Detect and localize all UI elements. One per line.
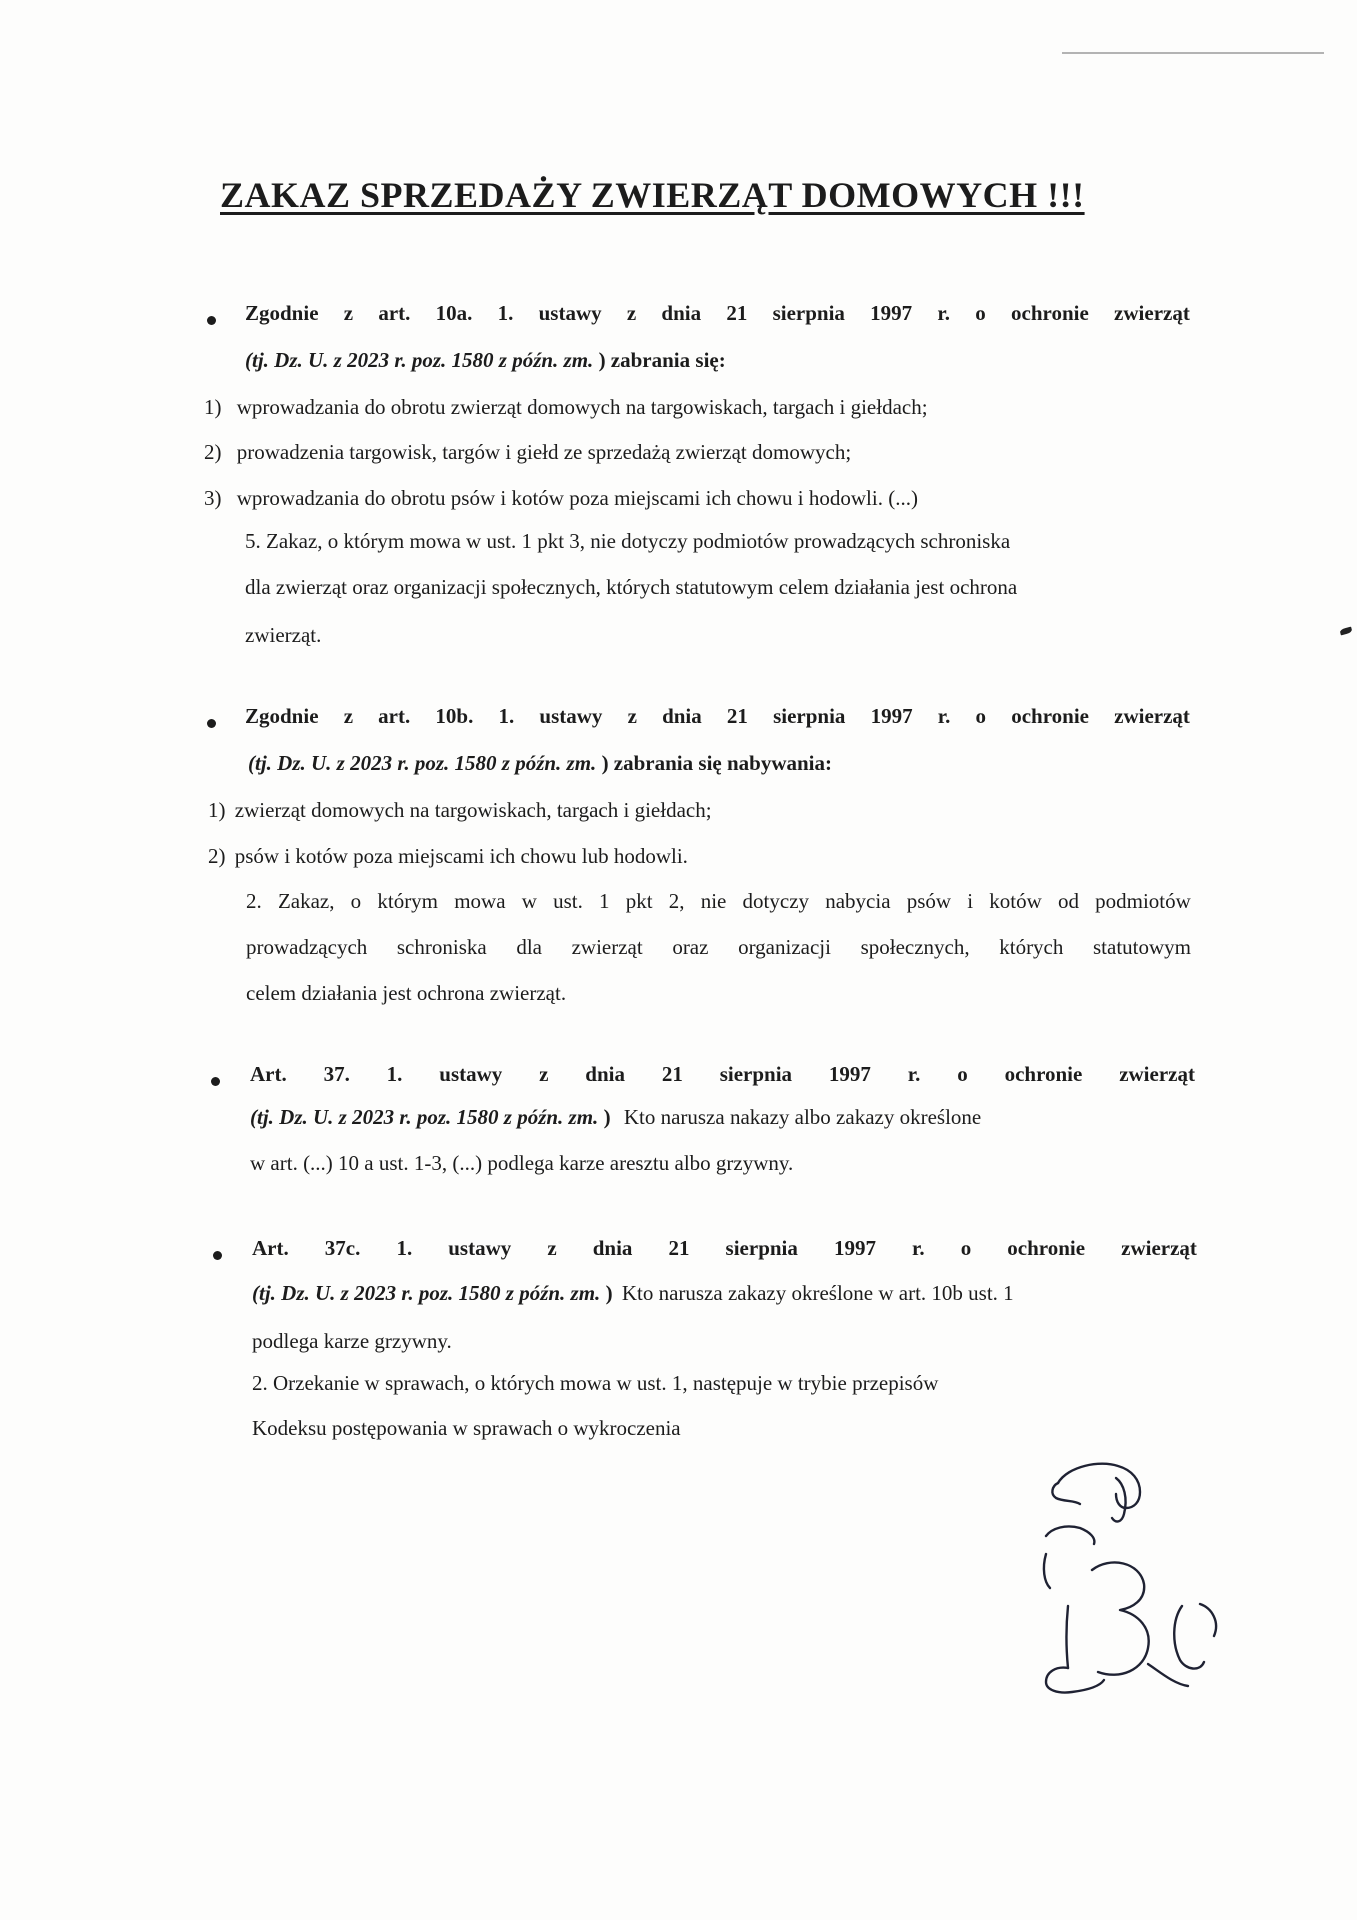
word: dnia bbox=[592, 1236, 633, 1260]
word: z bbox=[343, 301, 354, 325]
note-line: celem działania jest ochrona zwierząt. bbox=[246, 981, 567, 1005]
word: podmiotów bbox=[1095, 889, 1191, 913]
body-line: w art. (...) 10 a ust. 1-3, (...) podlega karze aresztu albo grzywny. bbox=[250, 1151, 794, 1175]
word: sierpnia bbox=[725, 1236, 798, 1260]
word: o bbox=[350, 889, 362, 913]
word: 21 bbox=[726, 301, 748, 325]
note-line: dla zwierząt oraz organizacji społecznych, których statutowym celem działania jest ochrona bbox=[245, 575, 1018, 599]
citation: (tj. Dz. U. z 2023 r. poz. 1580 z późn. zm. bbox=[252, 1281, 601, 1305]
word: 1997 bbox=[870, 301, 913, 325]
list-text: wprowadzania do obrotu psów i kotów poza miejscami ich chowu i hodowli. (...) bbox=[236, 486, 918, 510]
section-1-citation-line bbox=[245, 350, 726, 371]
list-number: 2) bbox=[208, 844, 226, 868]
citation: (tj. Dz. U. z 2023 r. poz. 1580 z późn. zm. bbox=[250, 1105, 599, 1129]
word: 10a. bbox=[435, 301, 473, 325]
word: od bbox=[1057, 889, 1079, 913]
word: w bbox=[521, 889, 537, 913]
word: społecznych, bbox=[860, 935, 970, 959]
word: ustawy bbox=[439, 1062, 503, 1086]
list-text: zwierząt domowych na targowiskach, targach i giełdach; bbox=[234, 798, 712, 822]
word: 37c. bbox=[324, 1236, 361, 1260]
word: o bbox=[975, 704, 987, 728]
word: ustawy bbox=[539, 704, 603, 728]
citation-text: Kto narusza zakazy określone w art. 10b ust. 1 bbox=[621, 1281, 1014, 1305]
word: psów bbox=[906, 889, 952, 913]
section-4-lead bbox=[252, 1236, 1197, 1261]
scan-artifact-mark bbox=[1339, 627, 1352, 636]
word: zwierząt bbox=[1114, 704, 1190, 728]
list-text: wprowadzania do obrotu zwierząt domowych na targowiskach, targach i giełdach; bbox=[236, 395, 928, 419]
word: ustawy bbox=[538, 301, 602, 325]
word: r. bbox=[907, 1062, 921, 1086]
word: zwierząt bbox=[1114, 301, 1190, 325]
citation: (tj. Dz. U. z 2023 r. poz. 1580 z późn. zm. bbox=[245, 348, 594, 372]
word: z bbox=[627, 704, 637, 728]
word: 1997 bbox=[833, 1236, 876, 1260]
word: ochronie bbox=[1011, 301, 1089, 325]
section-4-citation-line bbox=[252, 1283, 1014, 1304]
citation-tail: ) bbox=[605, 1281, 613, 1305]
word: nie bbox=[700, 889, 727, 913]
section-3-citation-line bbox=[250, 1107, 981, 1128]
word: 1. bbox=[498, 704, 515, 728]
word: oraz bbox=[672, 935, 709, 959]
bullet bbox=[211, 1077, 220, 1086]
word: 10b. bbox=[435, 704, 474, 728]
bullet bbox=[207, 316, 216, 325]
note-line: 5. Zakaz, o którym mowa w ust. 1 pkt 3, nie dotyczy podmiotów prowadzących schroniska bbox=[245, 529, 1011, 553]
body-line: podlega karze grzywny. bbox=[252, 1329, 452, 1353]
word: statutowym bbox=[1093, 935, 1191, 959]
word: 2. bbox=[246, 889, 262, 913]
word: zwierząt bbox=[571, 935, 643, 959]
list-number: 3) bbox=[204, 486, 222, 510]
list-text: psów i kotów poza miejscami ich chowu lub hodowli. bbox=[234, 844, 688, 868]
note-line: zwierząt. bbox=[245, 623, 322, 647]
word: 1997 bbox=[870, 704, 913, 728]
word: dnia bbox=[661, 301, 702, 325]
list-text: prowadzenia targowisk, targów i giełd ze sprzedażą zwierząt domowych; bbox=[236, 440, 852, 464]
word: nabycia bbox=[825, 889, 891, 913]
word: Zakaz, bbox=[277, 889, 335, 913]
bullet bbox=[213, 1251, 222, 1260]
word: dnia bbox=[662, 704, 702, 728]
note-line bbox=[246, 889, 1191, 914]
word: z bbox=[343, 704, 354, 728]
word: 1 bbox=[599, 889, 610, 913]
list-number: 1) bbox=[208, 798, 226, 822]
word: prowadzących bbox=[246, 935, 368, 959]
section-2-citation-line bbox=[248, 753, 832, 774]
word: Zgodnie bbox=[245, 704, 319, 728]
word: o bbox=[975, 301, 986, 325]
list-number: 1) bbox=[204, 395, 222, 419]
word: Zgodnie bbox=[245, 301, 319, 325]
scan-artifact-line bbox=[1062, 52, 1324, 54]
word: art. bbox=[378, 301, 411, 325]
word: z bbox=[547, 1236, 557, 1260]
list-item bbox=[204, 488, 918, 509]
body-line: Kodeksu postępowania w sprawach o wykroczenia bbox=[252, 1416, 681, 1440]
note-line bbox=[246, 935, 1191, 960]
word: i bbox=[967, 889, 974, 913]
word: 1. bbox=[396, 1236, 413, 1260]
word: z bbox=[539, 1062, 549, 1086]
word: dla bbox=[516, 935, 542, 959]
list-item bbox=[204, 397, 928, 418]
word: z bbox=[626, 301, 637, 325]
word: Art. bbox=[252, 1236, 289, 1260]
word: mowa bbox=[454, 889, 506, 913]
word: 21 bbox=[668, 1236, 690, 1260]
word: 2, bbox=[668, 889, 685, 913]
word: 1. bbox=[497, 301, 514, 325]
section-3-lead bbox=[250, 1062, 1195, 1087]
section-1-lead bbox=[245, 301, 1190, 326]
citation-tail: ) zabrania się nabywania: bbox=[601, 751, 832, 775]
word: pkt bbox=[625, 889, 653, 913]
citation-tail: ) bbox=[603, 1105, 611, 1129]
word: zwierząt bbox=[1121, 1236, 1197, 1260]
word: sierpnia bbox=[772, 301, 845, 325]
list-item bbox=[208, 800, 712, 821]
list-number: 2) bbox=[204, 440, 222, 464]
word: kotów bbox=[989, 889, 1042, 913]
section-2-lead bbox=[245, 704, 1190, 729]
word: Art. bbox=[250, 1062, 287, 1086]
citation: (tj. Dz. U. z 2023 r. poz. 1580 z późn. zm. bbox=[248, 751, 597, 775]
bullet bbox=[207, 719, 216, 728]
word: r. bbox=[912, 1236, 925, 1260]
word: ochronie bbox=[1007, 1236, 1086, 1260]
body-line: 2. Orzekanie w sprawach, o których mowa w ust. 1, następuje w trybie przepisów bbox=[252, 1371, 939, 1395]
word: ochronie bbox=[1011, 704, 1089, 728]
word: r. bbox=[937, 704, 951, 728]
word: dotyczy bbox=[742, 889, 810, 913]
citation-tail: ) zabrania się: bbox=[598, 348, 726, 372]
word: ust. bbox=[553, 889, 583, 913]
word: 37. bbox=[323, 1062, 350, 1086]
citation-text: Kto narusza nakazy albo zakazy określone bbox=[623, 1105, 982, 1129]
word: ochronie bbox=[1004, 1062, 1083, 1086]
word: 21 bbox=[661, 1062, 683, 1086]
word: ustawy bbox=[448, 1236, 512, 1260]
page-title: ZAKAZ SPRZEDAŻY ZWIERZĄT DOMOWYCH !!! bbox=[220, 175, 1085, 215]
word: sierpnia bbox=[773, 704, 846, 728]
list-item bbox=[204, 442, 851, 463]
dog-outline-icon bbox=[1028, 1458, 1288, 1718]
word: 1. bbox=[386, 1062, 403, 1086]
word: o bbox=[957, 1062, 968, 1086]
word: r. bbox=[937, 301, 951, 325]
word: dnia bbox=[585, 1062, 625, 1086]
word: zwierząt bbox=[1119, 1062, 1195, 1086]
word: o bbox=[960, 1236, 972, 1260]
list-item bbox=[208, 846, 688, 867]
word: którym bbox=[377, 889, 439, 913]
word: sierpnia bbox=[719, 1062, 793, 1086]
word: art. bbox=[378, 704, 411, 728]
word: 21 bbox=[726, 704, 748, 728]
word: schroniska bbox=[396, 935, 487, 959]
word: 1997 bbox=[828, 1062, 871, 1086]
word: organizacji bbox=[738, 935, 831, 959]
word: których bbox=[999, 935, 1064, 959]
